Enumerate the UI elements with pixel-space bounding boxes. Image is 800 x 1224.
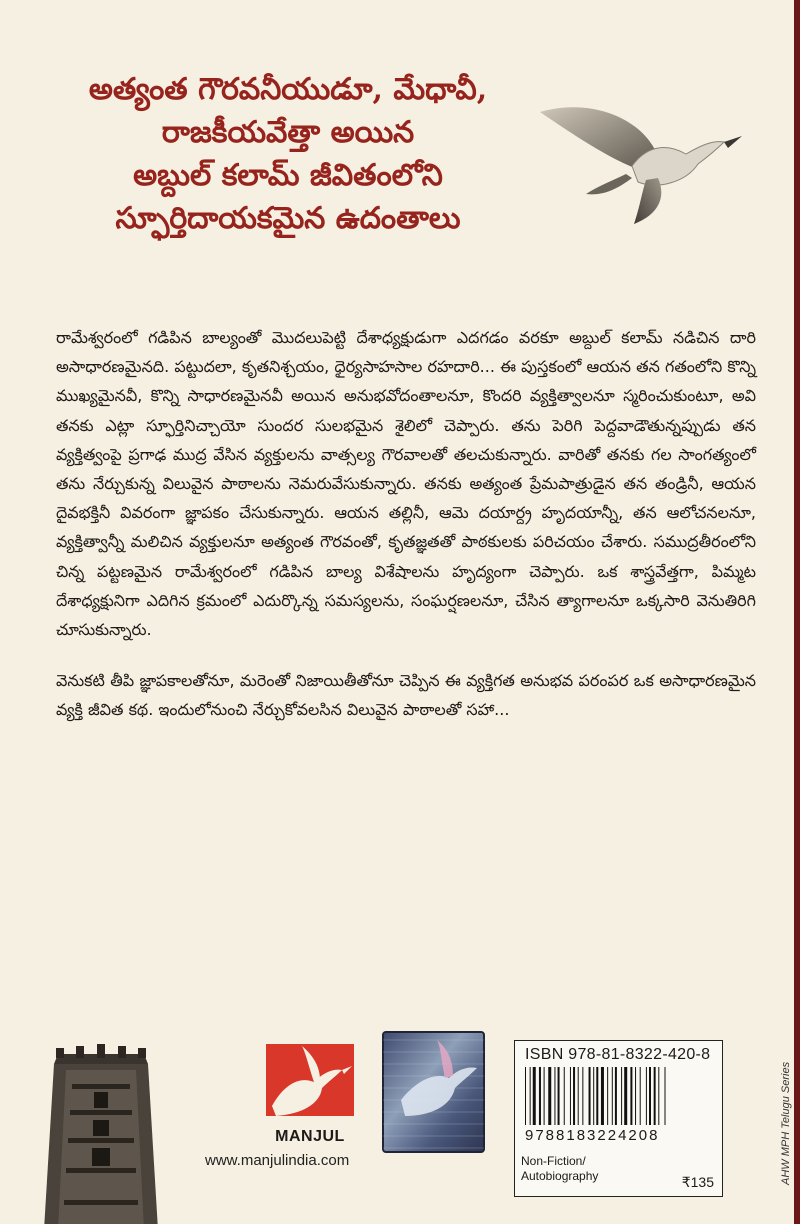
cover-tagline <box>78 68 498 240</box>
tagline-line: అబ్దుల్ కలామ్ జీవితంలోని <box>133 158 443 193</box>
isbn-label: ISBN 978-81-8322-420-8 <box>525 1046 711 1063</box>
cover-footer <box>0 1010 800 1224</box>
genre-line: Non-Fiction/ <box>521 1154 586 1168</box>
publisher-name: MANJUL <box>275 1128 345 1145</box>
genre-line: Autobiography <box>521 1169 599 1183</box>
barcode-image <box>525 1067 711 1125</box>
series-label: AHW MPH Telugu Series <box>780 1061 792 1185</box>
description-text <box>56 323 756 747</box>
tagline-line: అత్యంత గౌరవనీయుడూ, మేధావీ, <box>88 72 488 107</box>
isbn-barcode-box <box>514 1040 723 1152</box>
description-paragraph: వెనుకటి తీపి జ్ఞాపకాలతోనూ, మరెంతో నిజాయితీతోనూ చెప్పిన ఈ వ్యక్తిగత అనుభవ పరంపర ఒక అసాధారణమైన వ్యక్తి జీవిత కథ. ఇందులోనుంచి నేర్చుకోవలసిన విలువైన పాఠాలతో సహా... <box>56 671 756 720</box>
bird-illustration <box>528 78 773 228</box>
barcode-digits: 9788183224208 <box>525 1127 660 1144</box>
price-label: ₹135 <box>681 1174 714 1190</box>
manjul-bird-logo <box>262 1044 358 1130</box>
description-paragraph: రామేశ్వరంలో గడిపిన బాల్యంతో మొదలుపెట్టి దేశాధ్యక్షుడుగా ఎదగడం వరకూ అబ్దుల్ కలామ్ నడిచిన దారి అసాధారణమైనది. పట్టుదలా, కృతనిశ్చయం, ధైర్యసాహసాల రహదారి... ఈ పుస్తకంలో ఆయన తన గతంలోని కొన్ని ముఖ్యమైనవీ, కొన్ని సాధారణమైనవీ అయిన అనుభవోదంతాలనూ, కొందరి వ్యక్తిత్వాలనూ స్మరించుకుంటూ, అవి తనకు ఎట్లా స్ఫూర్తినిచ్చాయో సుందర సులభమైన శైలిలో చెప్పారు. తను పెరిగి పెద్దవాడౌతున్నప్పుడు తన వ్యక్తిత్వంపై ప్రగాఢ ముద్ర వేసిన వ్యక్తులను వాత్సల్య గౌరవాలతో తలచుకున్నారు. వారితో తనకు గల సాంగత్యంలో తను నేర్చుకున్న విలువైన పాఠాలను నెమరువేసుకున్నారు. తనకు అత్యంత ప్రేమపాత్రుడైన తన తండ్రినీ, ఆయన దైవభక్తినీ వివరంగా జ్ఞాపకం చేసుకున్నారు. ఆయన తల్లినీ, ఆమె దయార్ద్ర హృదయాన్నీ, తన ఆలోచనలనూ, వ్యక్తిత్వాన్నీ మలిచిన వ్యక్తులనూ అత్యంత గౌరవంతో, కృతజ్ఞతతో పాఠకులకు పరిచయం చేశారు. సముద్రతీరంలోని చిన్న పట్టణమైన రామేశ్వరంలో గడిపిన బాల్య విశేషాలను హృద్యంగా చెప్పారు. ఒక శాస్త్రవేత్తగా, పిమ్మట దేశాధ్యక్షునిగా ఎదిగిన క్రమంలో ఎదుర్కొన్న సమస్యలను, సంఘర్షణలనూ, చేసిన త్యాగాలనూ ఒక్కసారి వెనుతిరిగి చూసుకున్నారు. <box>56 328 756 640</box>
publisher-website: www.manjulindia.com <box>205 1152 350 1169</box>
genre-price-box <box>514 1150 723 1197</box>
tagline-line: రాజకీయవేత్తా అయిన <box>161 115 415 150</box>
genre-label <box>521 1154 598 1184</box>
hologram-sticker <box>381 1030 486 1154</box>
tagline-line: స్ఫూర్తిదాయకమైన ఉదంతాలు <box>115 201 461 236</box>
temple-gopuram-image <box>36 1030 166 1224</box>
